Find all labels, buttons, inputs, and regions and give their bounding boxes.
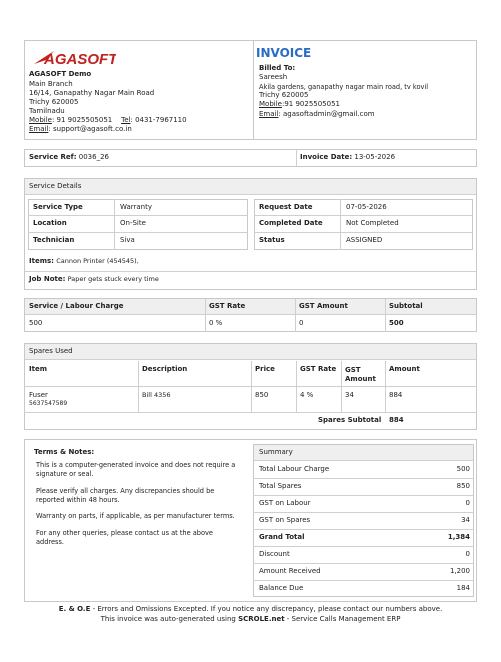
spares-header-gst-amount: GST Amount xyxy=(345,366,376,383)
invoice-date-value: 13-05-2026 xyxy=(354,153,396,161)
request-date-label: Request Date xyxy=(259,203,313,211)
summary-value-grand-total: 1,384 xyxy=(447,533,470,541)
logo-text: AGASOFT xyxy=(44,51,116,68)
company-name: AGASOFT Demo xyxy=(29,70,92,78)
job-note-label: Job Note: xyxy=(29,275,66,283)
company-address-2: Trichy 620005 xyxy=(29,98,79,106)
footer-auto-text: This invoice was auto-generated using xyxy=(100,615,239,623)
footer-auto xyxy=(0,616,501,623)
spares-header-item: Item xyxy=(29,365,47,373)
labour-subtotal: 500 xyxy=(389,319,404,327)
items-line xyxy=(29,258,139,265)
labour-gst-amount: 0 xyxy=(299,319,304,327)
customer-mobile-label: Mobile xyxy=(259,100,282,108)
company-phones xyxy=(29,117,187,124)
customer-mobile-line xyxy=(259,101,340,108)
customer-address: Akila gardens, ganapathy nagar main road, tv kovil xyxy=(259,83,429,91)
spare-amount: 884 xyxy=(389,391,403,399)
service-details-heading: Service Details xyxy=(29,182,82,190)
service-ref-value: 0036_26 xyxy=(78,153,109,161)
job-note-line xyxy=(29,276,159,283)
terms-p4a: For any other queries, please contact us at the above xyxy=(36,529,213,537)
company-address-1: 16/14, Ganapathy Nagar Main Road xyxy=(29,89,155,97)
summary-value-gst-spares: 34 xyxy=(461,516,470,524)
labour-header-gst-amount: GST Amount xyxy=(299,302,348,310)
completed-date-value: Not Completed xyxy=(346,219,399,227)
terms-p4b: address. xyxy=(36,538,65,546)
spare-description: Bill 4356 xyxy=(142,391,171,399)
summary-value-balance-due: 184 xyxy=(456,584,470,592)
customer-email[interactable]: : agasoftadmin@gmail.com xyxy=(278,110,375,118)
technician-label: Technician xyxy=(33,236,75,244)
summary-label-labour: Total Labour Charge xyxy=(259,465,330,473)
summary-heading: Summary xyxy=(259,448,293,456)
spares-header-gst-rate: GST Rate xyxy=(300,365,337,373)
company-logo xyxy=(32,48,116,71)
summary-label-balance-due: Balance Due xyxy=(259,584,304,592)
terms-p1b: signature or seal. xyxy=(36,470,94,478)
summary-label-amount-received: Amount Received xyxy=(259,567,321,575)
spares-header-amount: Amount xyxy=(389,365,420,373)
footer-eoe-bold: E. & O.E xyxy=(58,605,91,613)
footer-brand: SCROLE.net xyxy=(238,615,285,623)
summary-label-spares: Total Spares xyxy=(259,482,302,490)
spares-subtotal-label: Spares Subtotal xyxy=(318,416,382,424)
labour-gst-rate: 0 % xyxy=(209,319,223,327)
spares-subtotal-value: 884 xyxy=(389,416,404,424)
spares-header-description: Description xyxy=(142,365,188,373)
customer-email-label: Email xyxy=(259,110,279,118)
items-label: Items: xyxy=(29,257,54,265)
request-date-value: 07-05-2026 xyxy=(346,203,387,211)
summary-label-gst-labour: GST on Labour xyxy=(259,499,311,507)
summary-value-labour: 500 xyxy=(456,465,470,473)
terms-p2b: reported within 48 hours. xyxy=(36,496,120,504)
mobile-label: Mobile xyxy=(29,116,52,124)
company-email-line xyxy=(29,126,132,133)
tel-label: Tel xyxy=(121,116,131,124)
summary-value-discount: 0 xyxy=(465,550,470,558)
spares-header-price: Price xyxy=(255,365,275,373)
labour-header-gst-rate: GST Rate xyxy=(209,302,246,310)
terms-p1a: This is a computer-generated invoice and does not require a xyxy=(36,461,236,469)
summary-label-gst-spares: GST on Spares xyxy=(259,516,311,524)
invoice-title: INVOICE xyxy=(256,46,312,60)
service-ref xyxy=(29,154,109,161)
job-note-value: Paper gets stuck every time xyxy=(67,275,159,283)
customer-name: Sareesh xyxy=(259,73,288,81)
customer-city: Trichy 620005 xyxy=(259,91,309,99)
service-ref-label: Service Ref: xyxy=(29,153,77,161)
items-value: Cannon Printer (454545), xyxy=(56,257,139,265)
spare-item-name: Fuser xyxy=(29,391,48,399)
location-label: Location xyxy=(33,219,67,227)
footer-eoe xyxy=(0,606,501,613)
summary-value-gst-labour: 0 xyxy=(465,499,470,507)
summary-value-spares: 850 xyxy=(456,482,470,490)
customer-email-line xyxy=(259,111,375,118)
invoice-date xyxy=(300,154,395,161)
invoice-date-label: Invoice Date: xyxy=(300,153,353,161)
labour-header-charge: Service / Labour Charge xyxy=(29,302,124,310)
footer-auto-tail: - Service Calls Management ERP xyxy=(284,615,401,623)
terms-p2a: Please verify all charges. Any discrepancies should be xyxy=(36,487,215,495)
service-details-header xyxy=(25,179,476,195)
billed-to-label: Billed To: xyxy=(259,64,296,72)
technician-value: Siva xyxy=(120,236,135,244)
spare-gst-amount: 34 xyxy=(345,391,354,399)
status-label: Status xyxy=(259,236,285,244)
company-mobile: : 91 9025505051 xyxy=(51,116,113,124)
summary-value-amount-received: 1,200 xyxy=(449,567,470,575)
completed-date-label: Completed Date xyxy=(259,219,323,227)
status-value: ASSIGNED xyxy=(346,236,383,244)
service-type-label: Service Type xyxy=(33,203,83,211)
summary-label-discount: Discount xyxy=(259,550,290,558)
labour-header-subtotal: Subtotal xyxy=(389,302,423,310)
service-type-value: Warranty xyxy=(120,203,153,211)
spares-header xyxy=(25,344,476,360)
email-label: Email xyxy=(29,125,49,133)
spares-heading: Spares Used xyxy=(29,347,73,355)
company-email[interactable]: : support@agasoft.co.in xyxy=(48,125,132,133)
footer-eoe-text: - Errors and Omissions Excepted. If you notice any discrepancy, please contact our numbers above. xyxy=(90,605,443,613)
spare-gst-rate: 4 % xyxy=(300,391,314,399)
company-branch: Main Branch xyxy=(29,80,73,88)
labour-charge: 500 xyxy=(29,319,43,327)
spare-price: 850 xyxy=(255,391,269,399)
summary-label-grand-total: Grand Total xyxy=(259,533,305,541)
spare-item-code: 5637547589 xyxy=(29,400,68,407)
company-tel: : 0431-7967110 xyxy=(130,116,187,124)
terms-p3: Warranty on parts, if applicable, as per manufacturer terms. xyxy=(36,512,235,520)
terms-heading: Terms & Notes: xyxy=(34,448,95,456)
company-state: Tamilnadu xyxy=(29,107,65,115)
customer-mobile: :91 9025505051 xyxy=(281,100,340,108)
location-value: On-Site xyxy=(120,219,146,227)
